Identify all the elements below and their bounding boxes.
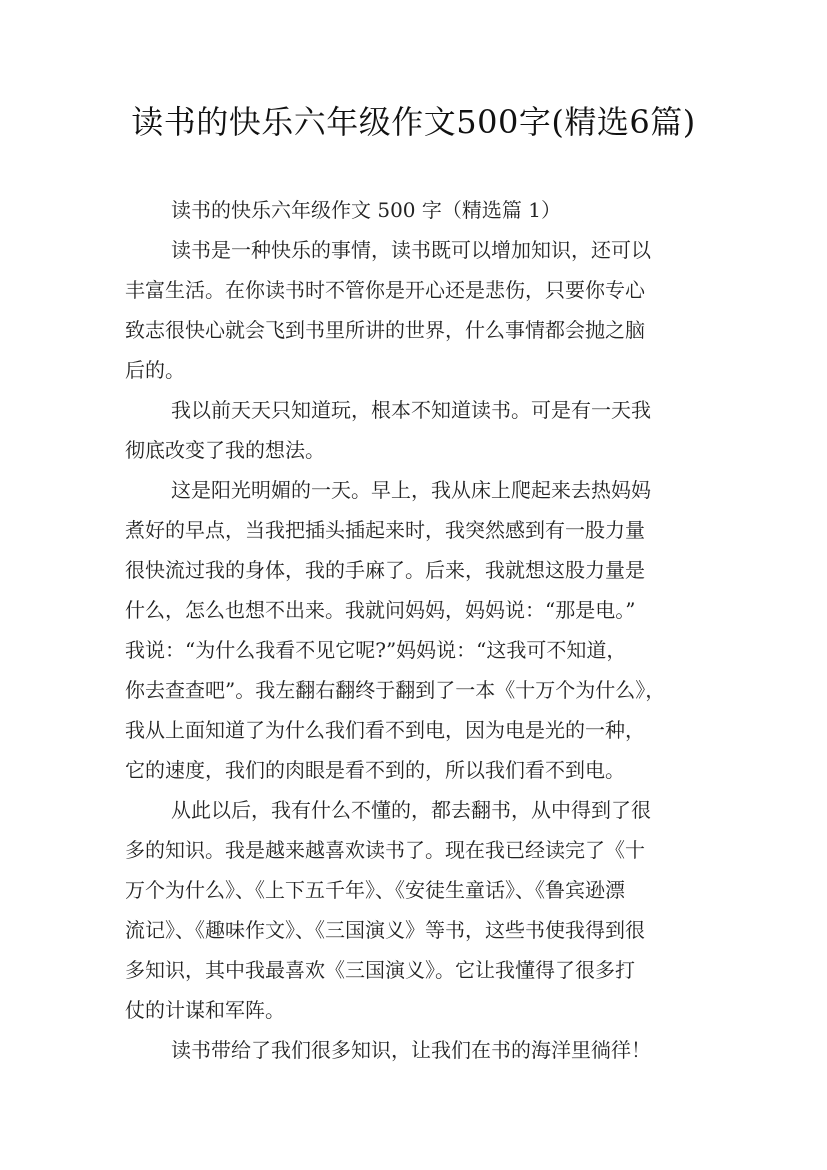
text-line: 后的。 — [125, 358, 185, 382]
document-body — [125, 190, 715, 1070]
text-line: 从此以后，我有什么不懂的，都去翻书，从中得到了很 — [171, 798, 651, 822]
document-title: 读书的快乐六年级作文500字(精选6篇) — [131, 103, 696, 141]
text-line: 读书是一种快乐的事情，读书既可以增加知识，还可以 — [171, 238, 651, 262]
text-line: 仗的计谋和军阵。 — [125, 998, 285, 1022]
text-line: 流记》、《趣味作文》、《三国演义》等书，这些书使我得到很 — [125, 918, 645, 942]
text-line: 很快流过我的身体，我的手麻了。后来，我就想这股力量是 — [125, 558, 645, 582]
text-line: 读书的快乐六年级作文 500 字（精选篇 1） — [171, 198, 561, 222]
text-line: 你去查查吧”。我左翻右翻终于翻到了一本《十万个为什么》， — [125, 678, 666, 702]
text-line: 我以前天天只知道玩，根本不知道读书。可是有一天我 — [171, 398, 651, 422]
text-line: 什么，怎么也想不出来。我就问妈妈，妈妈说：“那是电。” — [125, 598, 636, 622]
text-line: 彻底改变了我的想法。 — [125, 438, 325, 462]
text-line: 致志很快心就会飞到书里所讲的世界，什么事情都会抛之脑 — [125, 318, 645, 342]
text-line: 多的知识。我是越来越喜欢读书了。现在我已经读完了《十 — [125, 838, 645, 862]
text-line: 丰富生活。在你读书时不管你是开心还是悲伤，只要你专心 — [125, 278, 645, 302]
text-line: 我从上面知道了为什么我们看不到电，因为电是光的一种， — [125, 718, 645, 742]
text-line: 我说：“为什么我看不见它呢?”妈妈说：“这我可不知道， — [125, 638, 627, 662]
text-line: 万个为什么》、《上下五千年》、《安徒生童话》、《鲁宾逊漂 — [125, 878, 625, 902]
text-line: 这是阳光明媚的一天。早上，我从床上爬起来去热妈妈 — [171, 478, 651, 502]
text-line: 煮好的早点，当我把插头插起来时，我突然感到有一股力量 — [125, 518, 645, 542]
text-line: 读书带给了我们很多知识，让我们在书的海洋里徜徉！ — [171, 1038, 651, 1062]
text-line: 多知识，其中我最喜欢《三国演义》。它让我懂得了很多打 — [125, 958, 635, 982]
text-line: 它的速度，我们的肉眼是看不到的，所以我们看不到电。 — [125, 758, 625, 782]
